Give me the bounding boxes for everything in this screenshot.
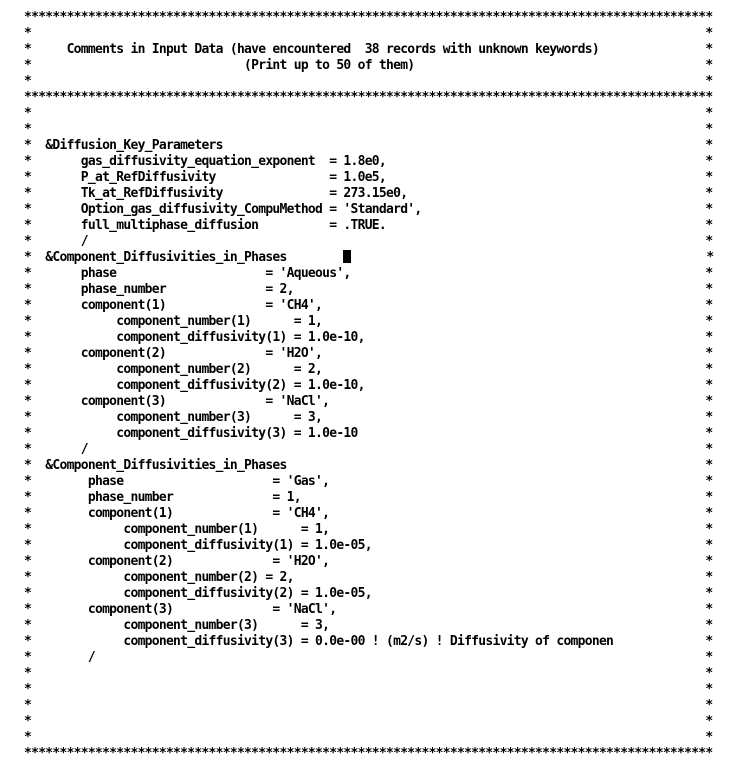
text-line: * * (24, 666, 713, 681)
text-line: * * (24, 714, 713, 729)
text-line: ************************************************************************************************* (24, 746, 713, 761)
text-line: * phase_number = 2, * (24, 282, 713, 297)
text-line: ************************************************************************************************* (24, 10, 713, 25)
text-line: * phase = 'Gas', * (24, 474, 713, 489)
text-line: * component_number(3) = 3, * (24, 410, 713, 425)
text-line: * component_diffusivity(3) = 0.0e-00 ! (m2/s) ! Diffusivity of componen * (24, 634, 713, 649)
text-line: * * (24, 106, 713, 121)
text-line: * * (24, 698, 713, 713)
text-line: * full_multiphase_diffusion = .TRUE. * (24, 218, 713, 233)
text-line: * component_diffusivity(2) = 1.0e-10, * (24, 378, 713, 393)
text-line: * &Diffusion_Key_Parameters * (24, 138, 713, 153)
text-line: * / * (24, 442, 713, 457)
text-line: * * (24, 74, 713, 89)
text-line: * component(1) = 'CH4', * (24, 298, 713, 313)
text-output-document (24, 10, 713, 762)
text-line-content: * &Component_Diffusivities_in_Phases (24, 250, 344, 265)
text-line: * Comments in Input Data (have encountered 38 records with unknown keywords) * (24, 42, 713, 57)
text-line: * * (24, 122, 713, 137)
text-line: * * (24, 682, 713, 697)
text-line: * component_diffusivity(2) = 1.0e-05, * (24, 586, 713, 601)
text-line: * component_number(2) = 2, * (24, 362, 713, 377)
text-line: * (Print up to 50 of them) * (24, 58, 713, 73)
text-line: * &Component_Diffusivities_in_Phases * (24, 458, 713, 473)
text-line: * component_number(3) = 3, * (24, 618, 713, 633)
text-line: * component_number(1) = 1, * (24, 314, 713, 329)
text-line: * component_diffusivity(1) = 1.0e-05, * (24, 538, 713, 553)
text-line: * component_diffusivity(1) = 1.0e-10, * (24, 330, 713, 345)
text-line: ************************************************************************************************* (24, 90, 713, 105)
text-line: * component(3) = 'NaCl', * (24, 394, 713, 409)
border-star: * (351, 250, 714, 265)
text-line: * component(2) = 'H2O', * (24, 554, 713, 569)
text-line: * component_number(1) = 1, * (24, 522, 713, 537)
text-line: * gas_diffusivity_equation_exponent = 1.8e0, * (24, 154, 713, 169)
text-line: * component(3) = 'NaCl', * (24, 602, 713, 617)
text-line: * phase = 'Aqueous', * (24, 266, 713, 281)
text-line: * component_diffusivity(3) = 1.0e-10 * (24, 426, 713, 441)
text-line: * component_number(2) = 2, * (24, 570, 713, 585)
text-line: * * (24, 730, 713, 745)
text-line: * * (24, 26, 713, 41)
text-line: * P_at_RefDiffusivity = 1.0e5, * (24, 170, 713, 185)
text-line: * / * (24, 234, 713, 249)
text-line: * Tk_at_RefDiffusivity = 273.15e0, * (24, 186, 713, 201)
text-line: * / * (24, 650, 713, 665)
text-line: * component(2) = 'H2O', * (24, 346, 713, 361)
text-line: * phase_number = 1, * (24, 490, 713, 505)
text-line: * Option_gas_diffusivity_CompuMethod = 'Standard', * (24, 202, 713, 217)
text-line (24, 250, 713, 266)
text-line: * component(1) = 'CH4', * (24, 506, 713, 521)
